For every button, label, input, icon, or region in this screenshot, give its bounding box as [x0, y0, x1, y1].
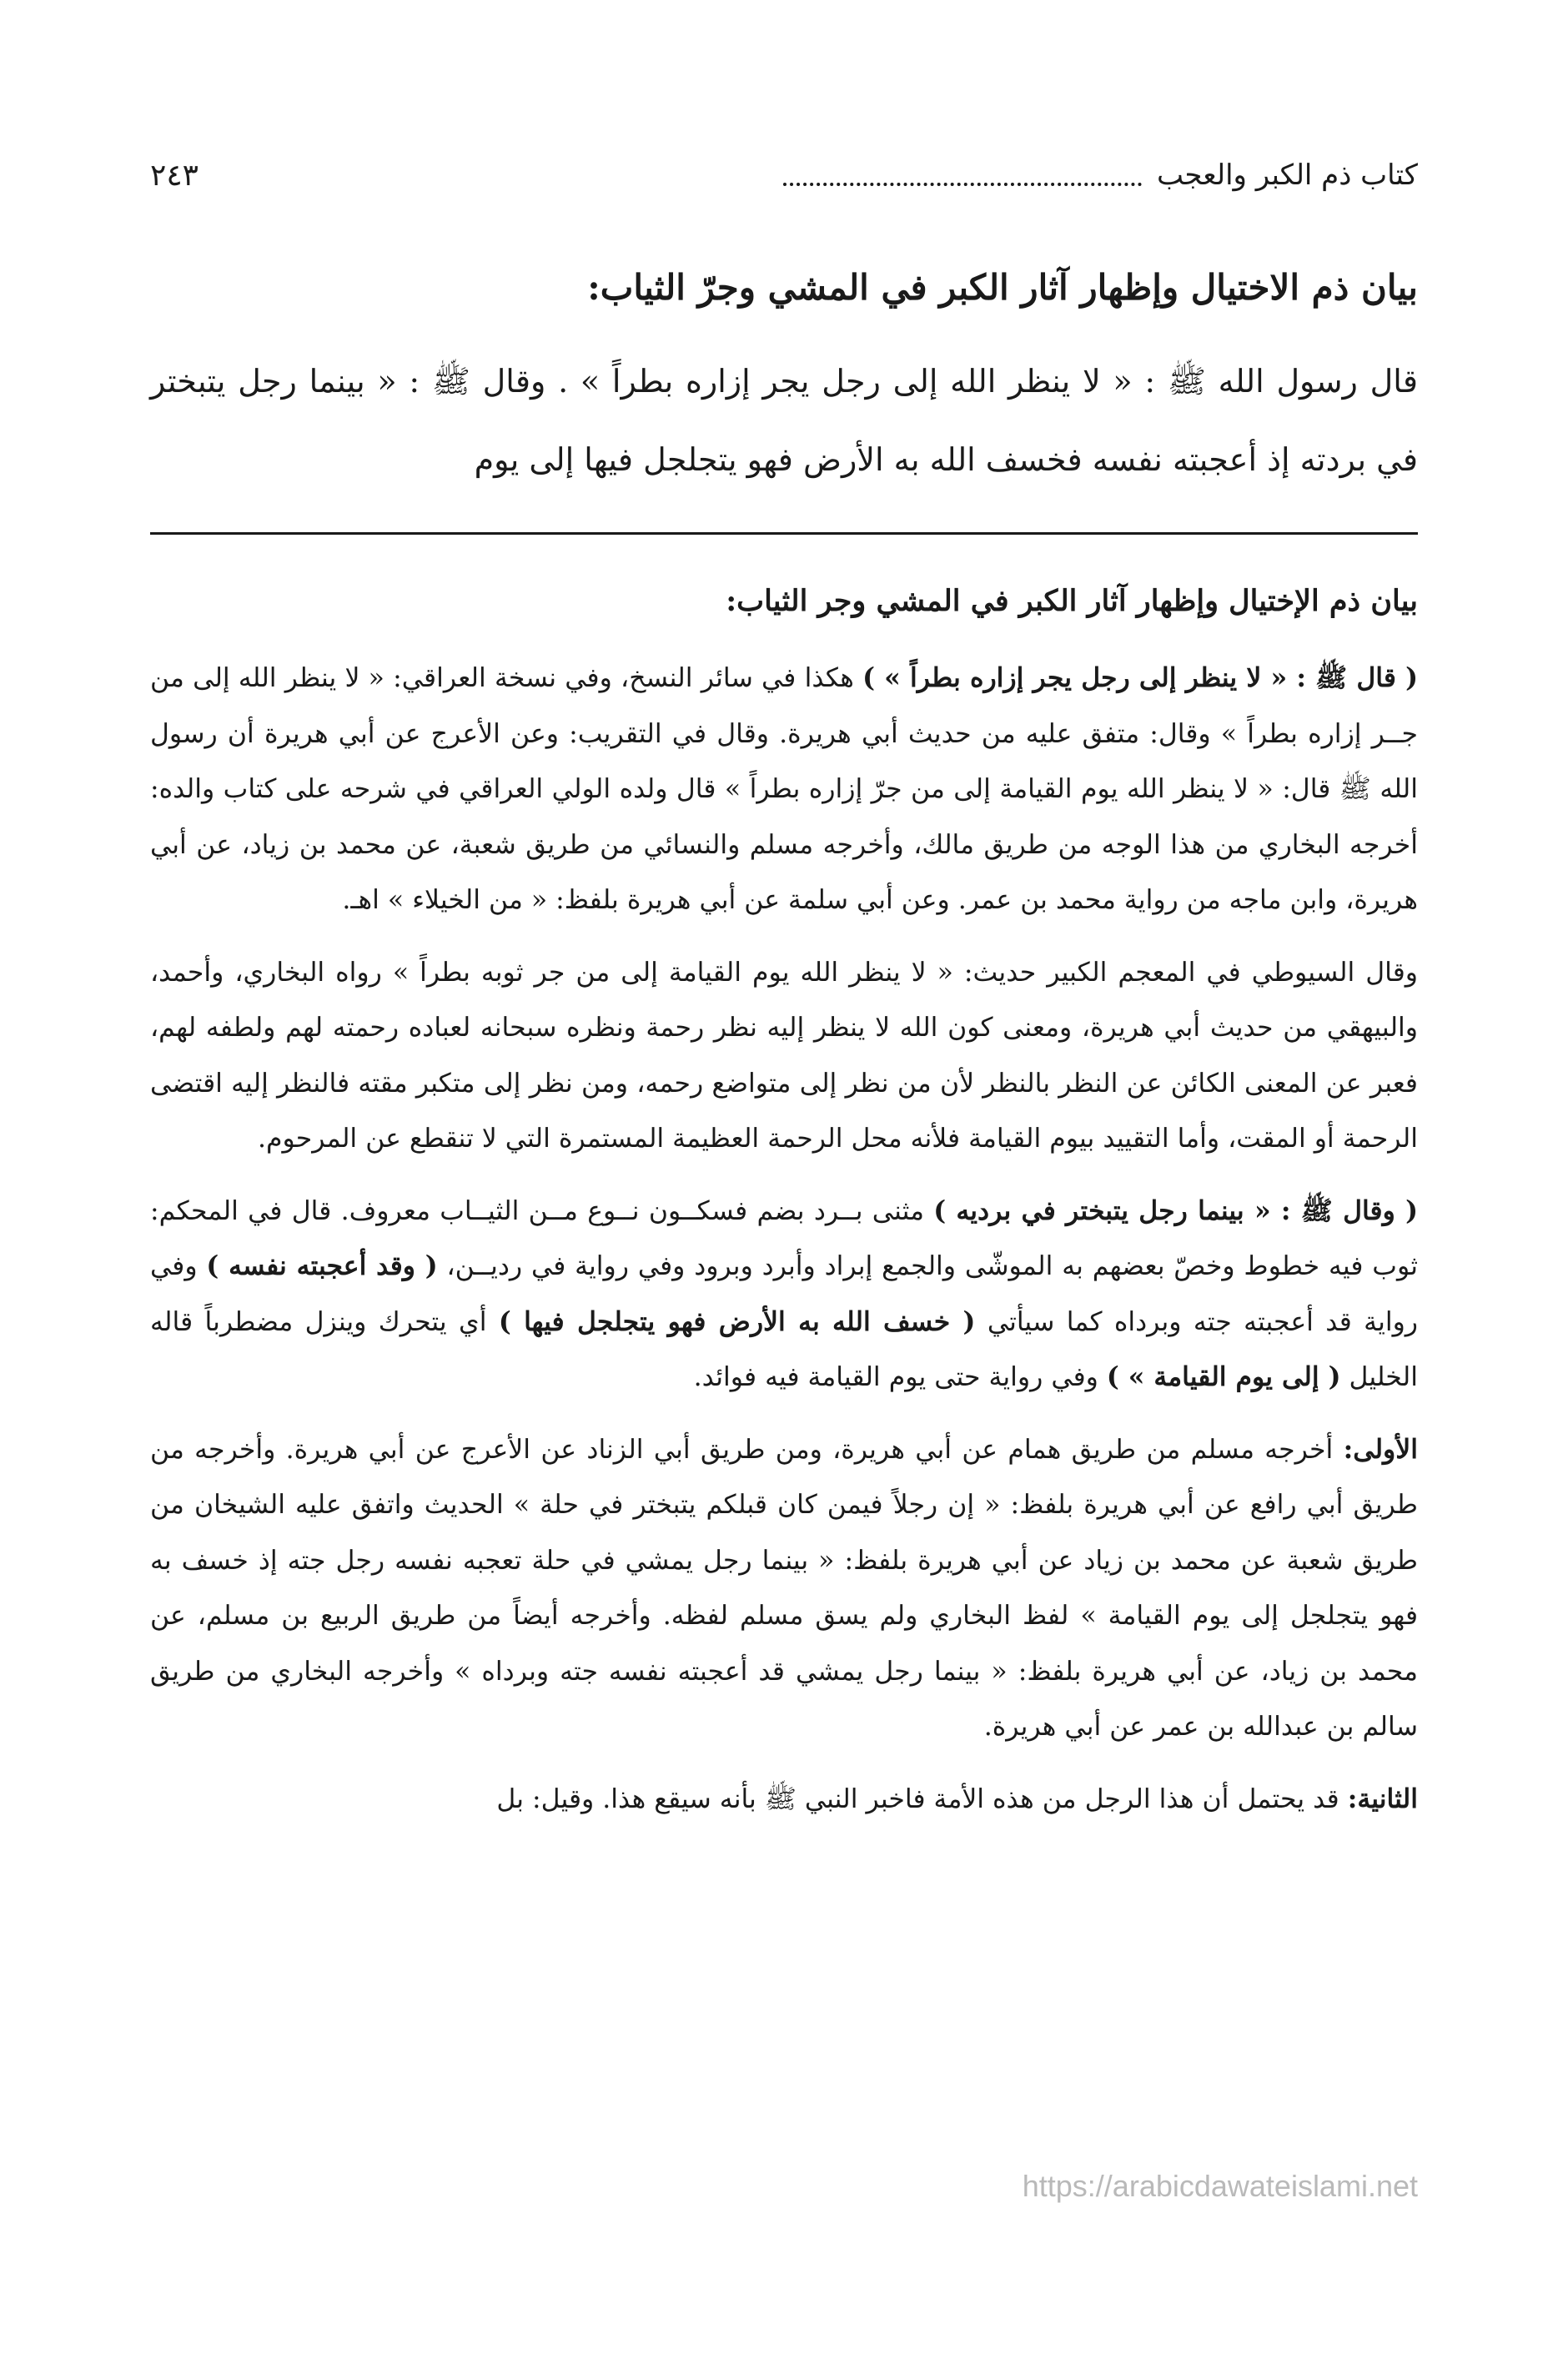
quoted-matn: ( إلى يوم القيامة » ) — [1106, 1361, 1341, 1392]
main-text: قال رسول الله ﷺ : « لا ينظر الله إلى رجل يجر إزاره بطراً » . وقال ﷺ : « بينما رجل يتبختر في بردته إذ أعجبته نفسه فخسف الله به الأرض فهو يتجلجل فيها إلى يوم — [150, 363, 1418, 478]
benefit-label: الأولى: — [1343, 1433, 1418, 1465]
quoted-matn: ( قال ﷺ : « لا ينظر إلى رجل يجر إزاره بطراً » ) — [862, 662, 1418, 693]
paragraph-text: هكذا في سائر النسخ، وفي نسخة العراقي: « لا ينظر الله إلى من جــر إزاره بطراً » وقال: متفق عليه من حديث أبي هريرة. وقال في التقريب: وعن الأعرج عن أبي هريرة أن رسول الله ﷺ قال: « لا ينظر الله يوم القيامة إلى من جرّ إزاره بطراً » قال ولده الولي العراقي في شرحه على كتاب والده: أخرجه البخاري من هذا الوجه من طريق مالك، وأخرجه مسلم والنسائي من طريق شعبة، عن محمد بن زياد، عن أبي هريرة، وابن ماجه من رواية محمد بن عمر. وعن أبي سلمة عن أبي هريرة بلفظ: « من الخيلاء » اهـ. — [150, 663, 1418, 915]
page-header — [150, 150, 1418, 200]
paragraph-text: وفي رواية حتى يوم القيامة فيه فوائد. — [693, 1362, 1107, 1392]
quoted-matn: ( خسف الله به الأرض فهو يتجلجل فيها ) — [498, 1305, 976, 1337]
paragraph-text: قد يحتمل أن هذا الرجل من هذه الأمة فاخبر النبي ﷺ بأنه سيقع هذا. وقيل: بل — [496, 1783, 1348, 1814]
watermark: https://arabicdawateislami.net — [1022, 2169, 1418, 2203]
commentary-heading: بيان ذم الإختيال وإظهار آثار الكبر في المشي وجر الثياب: — [726, 584, 1418, 618]
separator-line — [150, 532, 1418, 535]
running-title: كتاب ذم الكبر والعجب — [1157, 158, 1418, 192]
commentary-body — [150, 651, 1418, 1843]
quoted-matn: ( وقال ﷺ : « بينما رجل يتبختر في برديه ) — [933, 1195, 1418, 1226]
benefit-label: الثانية: — [1347, 1783, 1418, 1814]
commentary-paragraph — [150, 1184, 1418, 1406]
paragraph-text: أخرجه مسلم من طريق همام عن أبي هريرة، ومن طريق أبي الزناد عن الأعرج عن أبي هريرة. وأخرجه من طريق أبي رافع عن أبي هريرة بلفظ: « إن رجلاً فيمن كان قبلكم يتبختر في حلة » الحديث واتفق عليه الشيخان من طريق شعبة عن محمد بن زياد عن أبي هريرة بلفظ: « بينما رجل يمشي في حلة تعجبه نفسه رجل جته إذ خسف به فهو يتجلجل إلى يوم القيامة » لفظ البخاري ولم يسق مسلم لفظه. وأخرجه أيضاً من طريق الربيع بن مسلم، عن محمد بن زياد، عن أبي هريرة بلفظ: « بينما رجل يمشي قد أعجبته نفسه جته وبرداه » وأخرجه البخاري من طريق سالم بن عبدالله بن عمر عن أبي هريرة. — [150, 1434, 1418, 1742]
commentary-paragraph — [150, 1772, 1418, 1828]
paragraph-text: وفي رواية قد أعجبته جته وبرداه كما سيأتي — [150, 1251, 1419, 1337]
quoted-matn: ( وقد أعجبته نفسه ) — [206, 1250, 438, 1281]
main-heading: بيان ذم الاختيال وإظهار آثار الكبر في المشي وجرّ الثياب: — [587, 267, 1418, 308]
commentary-paragraph: وقال السيوطي في المعجم الكبير حديث: « لا ينظر الله يوم القيامة إلى من جر ثوبه بطراً » رواه البخاري، وأحمد، والبيهقي من حديث أبي هريرة، ومعنى كون الله لا ينظر إليه نظر رحمة ونظره سبحانه لعباده رحمته لهم ولطفه لهم، فعبر عن المعنى الكائن عن النظر بالنظر لأن من نظر إلى متواضع رحمه، ومن نظر إلى متكبر مقته فالنظر إليه اقتضى الرحمة أو المقت، وأما التقييد بيوم القيامة فلأنه محل الرحمة العظيمة المستمرة التي لا تنقطع عن المرحوم. — [150, 957, 1418, 1154]
paragraph-text: أي يتحرك وينزل مضطرباً قاله الخليل — [150, 1306, 1418, 1392]
commentary-paragraph — [150, 651, 1418, 928]
paragraph-text: مثنى بــرد بضم فسكــون نــوع مــن الثيــاب معروف. قال في المحكم: ثوب فيه خطوط وخصّ بعضهم به الموشّى والجمع إبراد وأبرد وبرود وفي رواية في رديــن، — [150, 1195, 1418, 1281]
leader-dots — [783, 164, 1142, 186]
commentary-paragraph — [150, 1422, 1418, 1755]
page-number: ٢٤٣ — [150, 158, 199, 193]
